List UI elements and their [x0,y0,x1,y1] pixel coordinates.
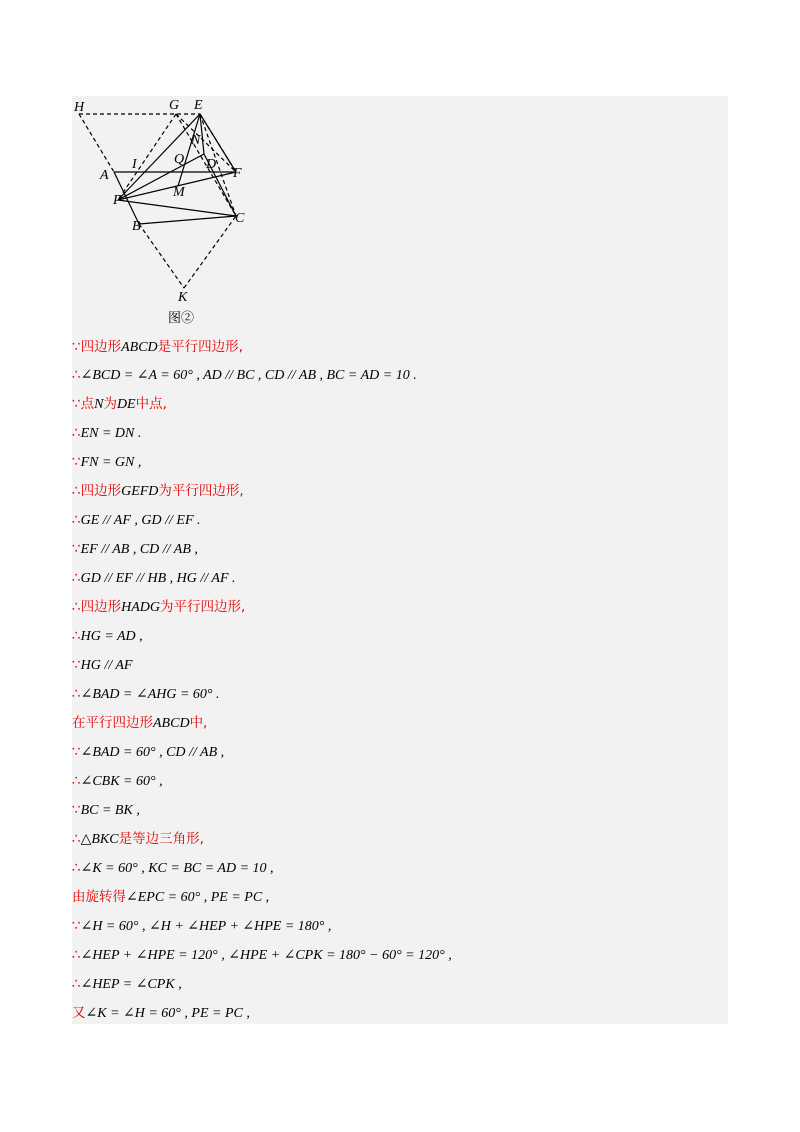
label-E: E [194,98,203,113]
reason-symbol: ∵ [72,918,81,934]
proof-line [72,799,140,821]
proof-text: 在平行四边形 [72,715,153,731]
math-expression: HG // AF [80,658,133,673]
math-expression: ABCD [153,716,190,731]
proof-text: 四边形 [80,599,122,615]
proof-line [72,538,198,560]
label-A: A [100,168,109,183]
math-expression: EN = DN . [80,426,142,441]
math-expression: EF // AB , CD // AB , [80,542,198,557]
math-expression: ∠K = 60° , KC = BC = AD = 10 , [80,861,274,876]
reason-symbol: ∴ [72,686,81,702]
reason-symbol: ∴ [72,628,81,644]
proof-line [72,828,204,850]
proof-line [72,364,417,386]
reason-symbol: ∴ [72,860,81,876]
reason-symbol: ∴ [72,831,81,847]
math-expression: ∠HEP = ∠CPK , [80,977,182,992]
line-HA [79,114,114,172]
math-expression: N [94,397,104,412]
label-H: H [74,100,85,115]
label-G: G [169,98,180,113]
reason-symbol: ∵ [72,657,81,673]
math-expression: ∠BAD = ∠AHG = 60° . [80,687,220,702]
line-PE [118,114,200,200]
proof-line [72,770,163,792]
reason-symbol: ∴ [72,947,81,963]
proof-line [72,451,141,473]
reason-symbol: ∴ [72,976,81,992]
proof-line [72,625,143,647]
math-expression: BC = BK , [80,803,140,818]
label-N: N [191,133,201,148]
proof-line [72,944,452,966]
proof-text: 中, [189,715,208,731]
proof-text: 点 [80,396,95,412]
proof-text: 为 [103,396,117,412]
proof-text: 四边形 [80,483,122,499]
math-expression: FN = GN , [80,455,142,470]
label-C: C [235,211,245,226]
proof-line [72,1002,250,1024]
figure-caption: 图② [168,311,195,326]
label-I: I [132,157,137,172]
geometry-figure [72,96,312,336]
math-expression: ∠EPC = 60° , PE = PC , [126,890,270,905]
math-expression: ABCD [121,340,158,355]
label-P: P [113,193,122,208]
line-KC [184,216,236,288]
math-expression: HADG [121,600,160,615]
proof-line [72,886,269,908]
reason-symbol: ∵ [72,541,81,557]
proof-text: 中点, [135,396,167,412]
label-K: K [178,290,188,305]
line-BK [139,224,184,288]
line-BC [139,216,236,224]
solution-sheet [72,96,728,1024]
reason-symbol: ∵ [72,802,81,818]
math-expression: △BKC [80,832,119,847]
label-M: M [173,185,185,200]
math-expression: HG = AD , [80,629,143,644]
line-GP [118,114,176,200]
math-expression: GE // AF , GD // EF . [80,513,201,528]
reason-symbol: ∵ [72,396,81,412]
label-D: D [206,157,217,172]
proof-text: 为平行四边形, [158,483,244,499]
math-expression: GD // EF // HB , HG // AF . [80,571,236,586]
proof-line [72,480,244,502]
proof-line [72,683,220,705]
reason-symbol: ∴ [72,599,81,615]
reason-symbol: ∴ [72,367,81,383]
line-PD [118,154,204,200]
proof-line [72,973,182,995]
reason-symbol: ∴ [72,773,81,789]
proof-line [72,712,207,734]
proof-line [72,393,167,415]
reason-symbol: ∴ [72,425,81,441]
label-B: B [132,219,141,234]
math-expression: ∠H = 60° , ∠H + ∠HEP + ∠HPE = 180° , [80,919,332,934]
line-PC [118,200,236,216]
proof-text: 四边形 [80,339,122,355]
label-Q: Q [174,152,185,167]
proof-line [72,422,141,444]
math-expression: DE [116,397,136,412]
proof-text: 又 [72,1005,86,1021]
math-expression: ∠HEP + ∠HPE = 120° , ∠HPE + ∠CPK = 180° − 60° = 120° , [80,948,452,963]
math-expression: ∠BCD = ∠A = 60° , AD // BC , CD // AB , BC = AD = 10 . [80,368,417,383]
proof-line [72,336,243,358]
reason-symbol: ∴ [72,512,81,528]
label-F: F [233,166,242,181]
proof-line [72,654,132,676]
math-expression: GEFD [121,484,159,499]
reason-symbol: ∵ [72,454,81,470]
proof-line [72,596,245,618]
proof-text: 为平行四边形, [159,599,246,615]
proof-line [72,509,201,531]
math-expression: ∠BAD = 60° , CD // AB , [80,745,225,760]
reason-symbol: ∵ [72,339,81,355]
reason-symbol: ∴ [72,570,81,586]
reason-symbol: ∴ [72,483,81,499]
math-expression: ∠K = ∠H = 60° , PE = PC , [85,1006,250,1021]
reason-symbol: ∵ [72,744,81,760]
proof-text: 是等边三角形, [118,831,204,847]
proof-line [72,741,224,763]
proof-line [72,567,236,589]
proof-text: 由旋转得 [72,889,126,905]
proof-line [72,915,331,937]
math-expression: ∠CBK = 60° , [80,774,163,789]
proof-line [72,857,274,879]
proof-text: 是平行四边形, [157,339,243,355]
